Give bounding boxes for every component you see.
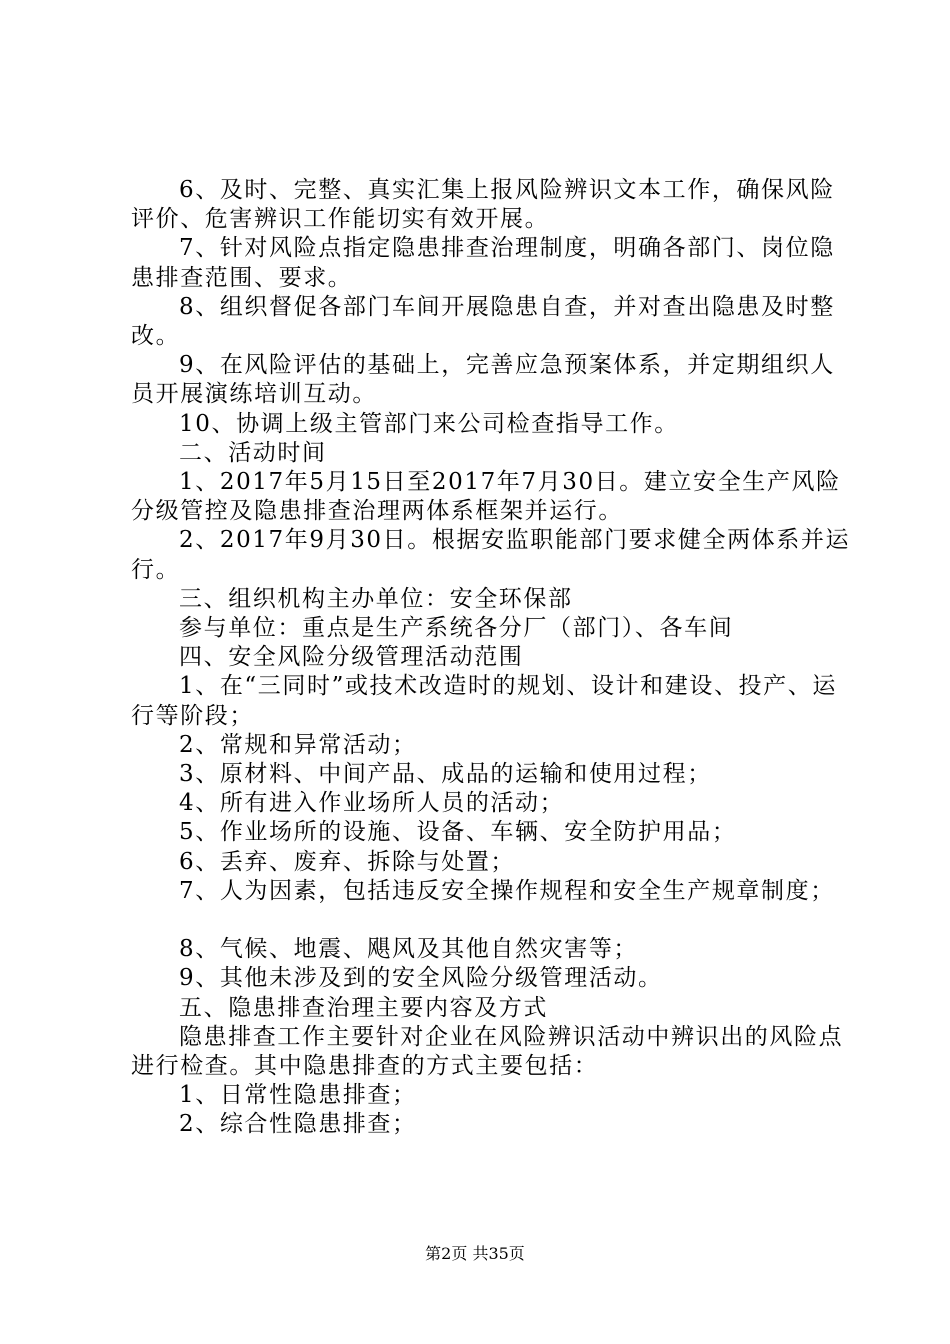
document-body	[131, 176, 851, 1140]
scope-item-8: 8、气候、地震、飓风及其他自然灾害等；	[179, 936, 639, 963]
inspection-item-2: 2、综合性隐患排查；	[179, 1111, 417, 1138]
scope-item-4: 4、所有进入作业场所人员的活动；	[179, 790, 565, 817]
page-footer	[0, 1244, 950, 1264]
section-heading-scope: 四、安全风险分级管理活动范围	[179, 644, 524, 671]
participating-units: 参与单位：重点是生产系统各分厂（部门）、各车间	[179, 615, 734, 642]
section-heading-activity-time: 二、活动时间	[179, 439, 327, 466]
scope-item-1: 1、在“三同时”或技术改造时的规划、设计和建设、投产、运行等阶段；	[131, 673, 837, 729]
paragraph-item-7: 7、针对风险点指定隐患排查治理制度，明确各部门、岗位隐患排查范围、要求。	[131, 235, 835, 291]
time-item-2: 2、2017年9月30日。根据安监职能部门要求健全两体系并运行。	[131, 527, 851, 583]
scope-item-9: 9、其他未涉及到的安全风险分级管理活动。	[179, 965, 663, 992]
paragraph-item-9: 9、在风险评估的基础上，完善应急预案体系，并定期组织人员开展演练培训互动。	[131, 352, 835, 408]
time-item-1: 1、2017年5月15日至2017年7月30日。建立安全生产风险分级管控及隐患排查治理两体系框架并运行。	[131, 469, 841, 525]
scope-item-5: 5、作业场所的设施、设备、车辆、安全防护用品；	[179, 819, 737, 846]
paragraph-item-8: 8、组织督促各部门车间开展隐患自查，并对查出隐患及时整改。	[131, 293, 835, 350]
section-heading-inspection: 五、隐患排查治理主要内容及方式	[179, 994, 548, 1021]
inspection-intro: 隐患排查工作主要针对企业在风险辨识活动中辨识出的风险点进行检查。其中隐患排查的方式主要包括：	[131, 1023, 844, 1080]
paragraph-item-6: 6、及时、完整、真实汇集上报风险辨识文本工作，确保风险评价、危害辨识工作能切实有效开展。	[131, 177, 835, 233]
inspection-item-1: 1、日常性隐患排查；	[179, 1082, 417, 1109]
scope-item-7: 7、人为因素，包括违反安全操作规程和安全生产规章制度；	[179, 877, 835, 904]
scope-item-3: 3、原材料、中间产品、成品的运输和使用过程；	[179, 761, 712, 788]
scope-item-6: 6、丢弃、废弃、拆除与处置；	[179, 848, 516, 875]
page-number-label: 第2页 共35页	[425, 1244, 525, 1263]
section-heading-organization: 三、组织机构主办单位：安全环保部	[179, 585, 573, 612]
paragraph-item-10: 10、协调上级主管部门来公司检查指导工作。	[179, 410, 679, 437]
scope-item-2: 2、常规和异常活动；	[179, 731, 417, 758]
